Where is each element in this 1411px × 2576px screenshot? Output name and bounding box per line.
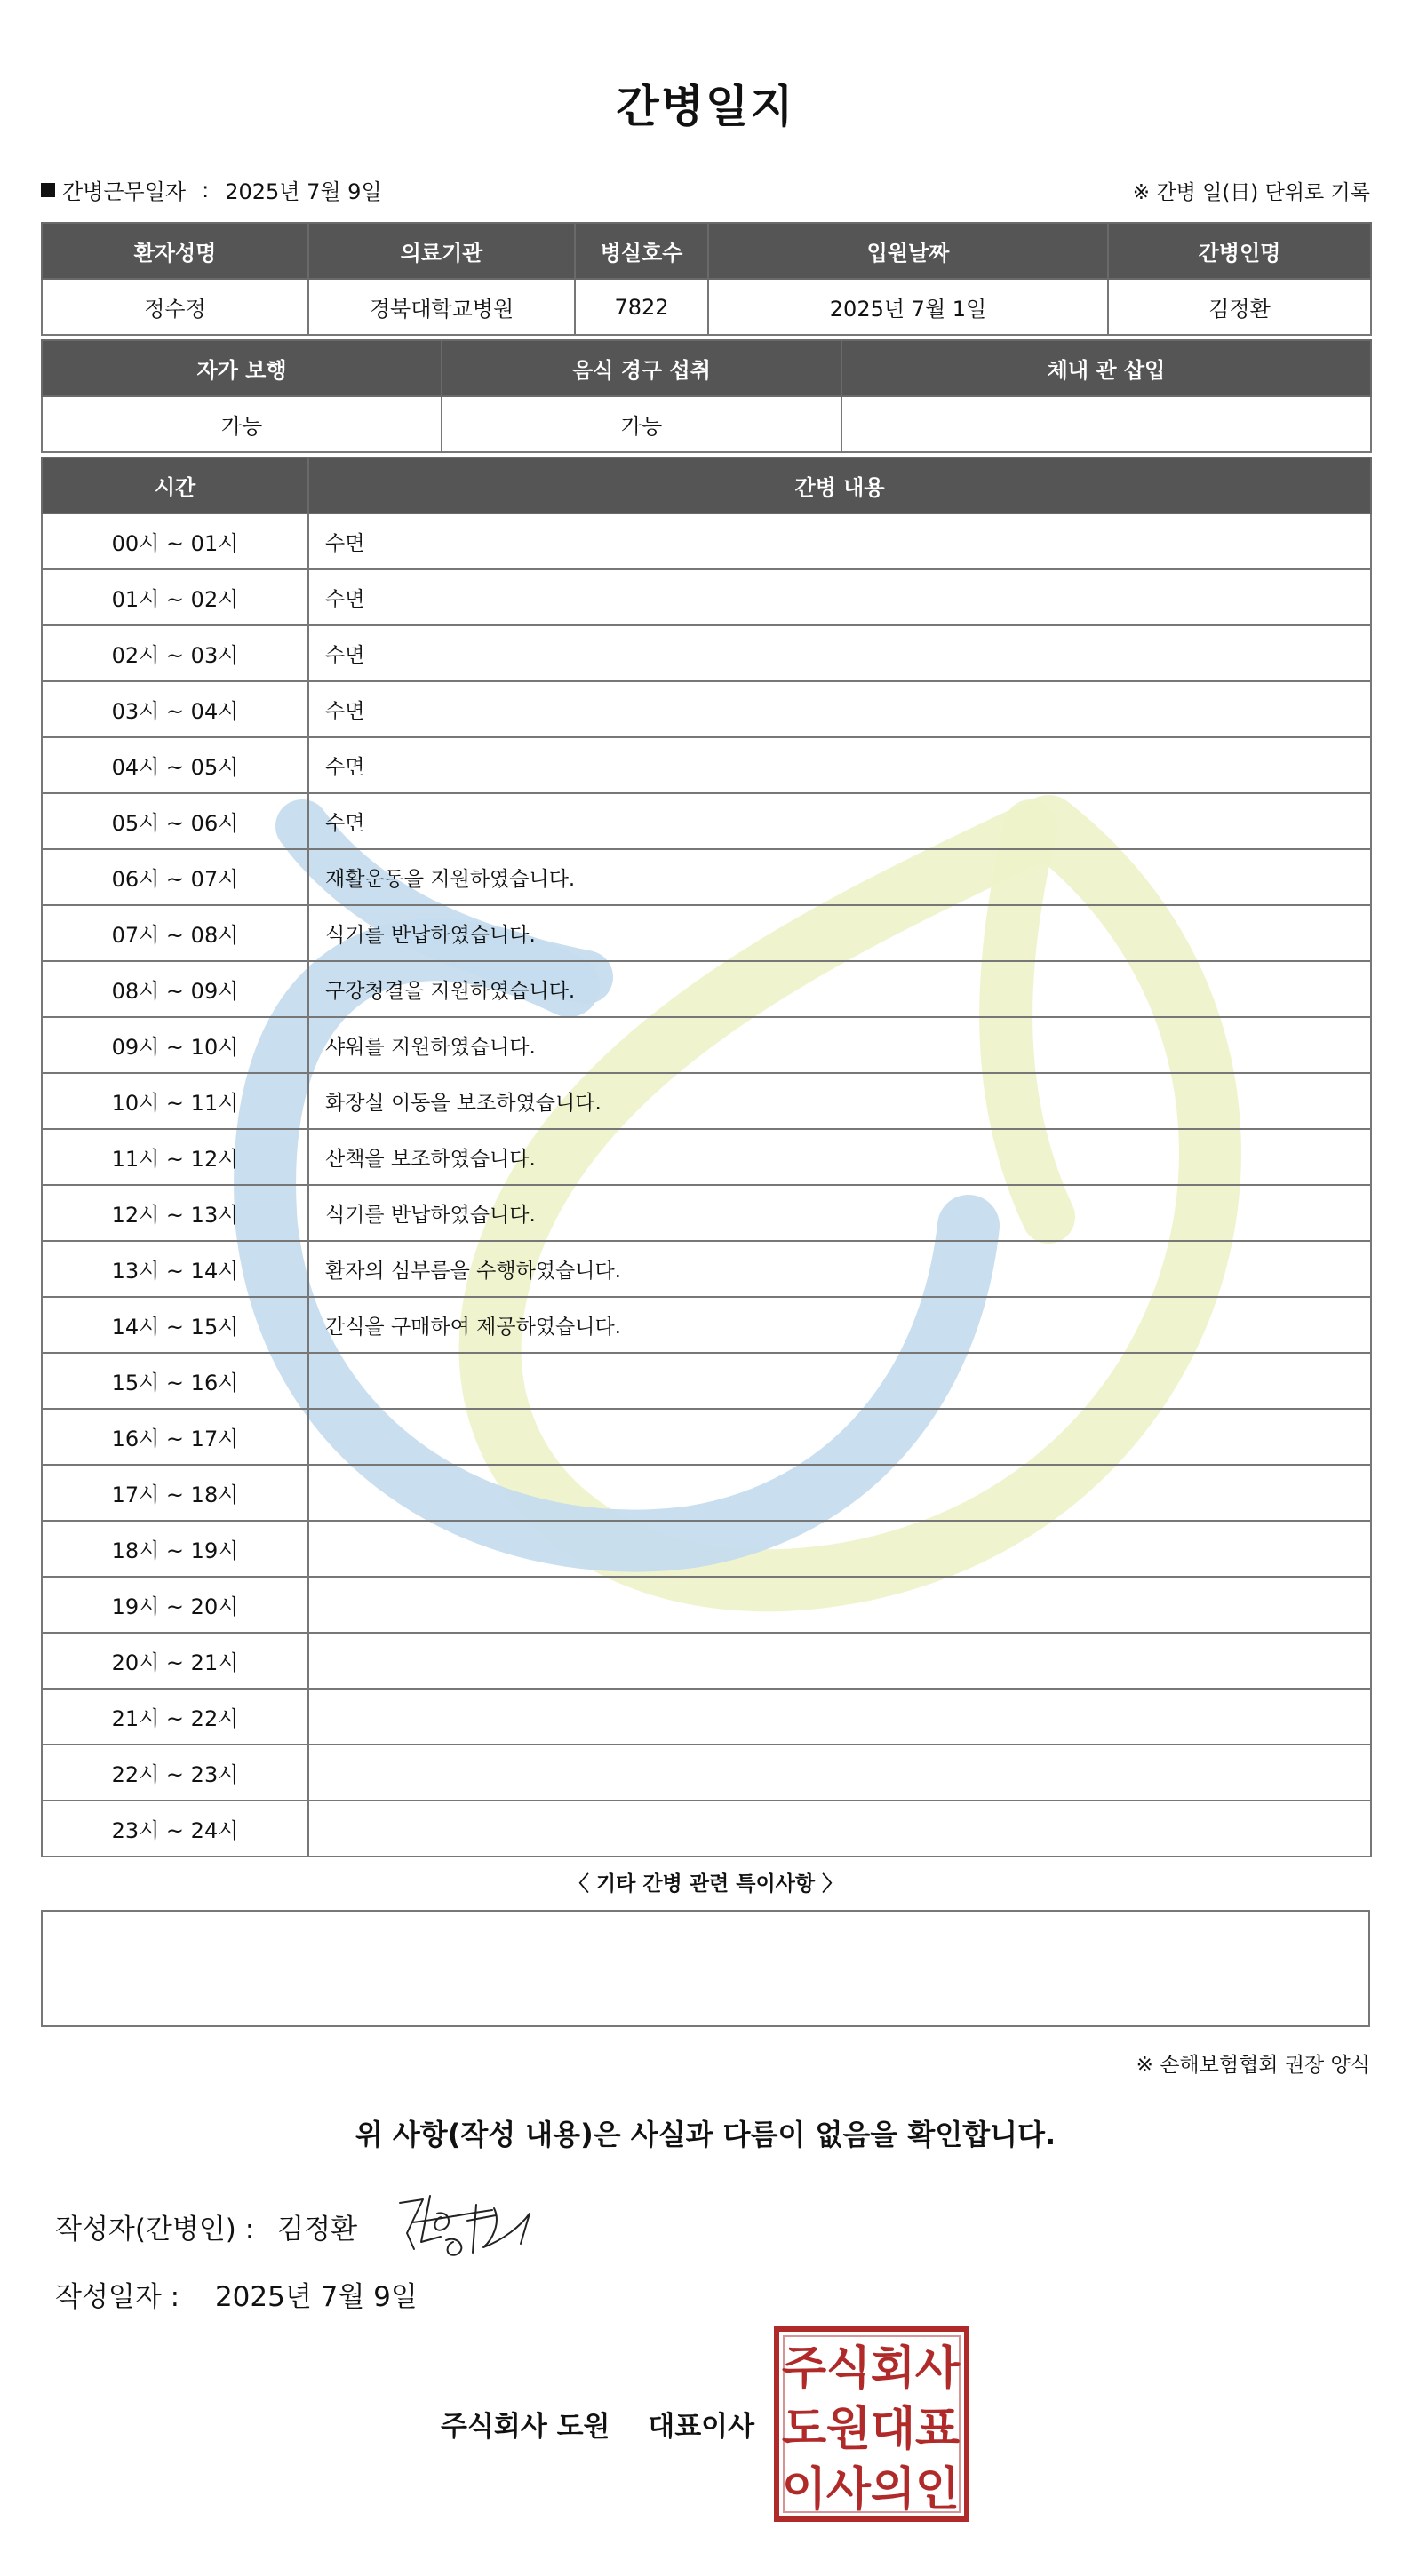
care-log-body [42,513,1371,1856]
log-row [42,569,1371,625]
record-note: ※ 간병 일(日) 단위로 기록 [1132,181,1370,204]
header-tube-insertion: 체내 관 삽입 [841,340,1371,396]
ceo-title: 대표이사 [648,2411,755,2443]
log-content: 구강청결을 지원하였습니다. [308,961,1371,1017]
header-care-content: 간병 내용 [308,457,1371,513]
log-row [42,1689,1371,1745]
log-content: 산책을 보조하였습니다. [308,1129,1371,1185]
log-content [308,1633,1371,1689]
log-content [308,1745,1371,1801]
log-time: 02시 ~ 03시 [42,625,308,681]
log-time: 18시 ~ 19시 [42,1521,308,1577]
log-row [42,793,1371,849]
writer-line [55,2206,357,2246]
log-row [42,1297,1371,1353]
seal-glyph: 의 [870,2463,916,2516]
log-time: 05시 ~ 06시 [42,793,308,849]
remarks-title: 〈 기타 간병 관련 특이사항 〉 [568,1872,843,1896]
log-content [308,1577,1371,1633]
handwritten-signature-icon [387,2187,538,2263]
company-name: 주식회사 도원 [441,2411,610,2443]
header-hospital: 의료기관 [308,223,575,279]
company-line [441,2404,754,2444]
header-room-number: 병실호수 [575,223,708,279]
seal-glyph: 표 [914,2403,961,2456]
log-content: 화장실 이동을 보조하였습니다. [308,1073,1371,1129]
log-row [42,1129,1371,1185]
log-time: 16시 ~ 17시 [42,1409,308,1465]
log-content: 수면 [308,737,1371,793]
seal-glyph: 인 [914,2463,961,2516]
log-row [42,681,1371,737]
tube-insertion-value [841,396,1371,452]
log-content: 수면 [308,513,1371,569]
log-row [42,737,1371,793]
log-time: 03시 ~ 04시 [42,681,308,737]
seal-glyph: 원 [825,2403,872,2456]
log-row [42,1073,1371,1129]
seal-glyph: 이 [781,2463,827,2516]
log-time: 22시 ~ 23시 [42,1745,308,1801]
log-time: 01시 ~ 02시 [42,569,308,625]
log-time: 07시 ~ 08시 [42,905,308,961]
log-row [42,625,1371,681]
page-title: 간병일지 [616,81,795,132]
header-self-walking: 자가 보행 [42,340,442,396]
log-content [308,1465,1371,1521]
log-row [42,1745,1371,1801]
log-content: 수면 [308,681,1371,737]
log-time: 08시 ~ 09시 [42,961,308,1017]
log-time: 19시 ~ 20시 [42,1577,308,1633]
log-time: 11시 ~ 12시 [42,1129,308,1185]
log-content: 샤워를 지원하였습니다. [308,1017,1371,1073]
log-time: 12시 ~ 13시 [42,1185,308,1241]
seal-glyph: 도 [781,2403,827,2456]
log-content: 식기를 반납하였습니다. [308,1185,1371,1241]
seal-glyph: 주 [781,2342,827,2396]
log-row [42,1801,1371,1856]
log-row [42,961,1371,1017]
seal-glyph: 사 [914,2342,961,2396]
log-content [308,1689,1371,1745]
log-time: 00시 ~ 01시 [42,513,308,569]
header-admission-date: 입원날짜 [708,223,1108,279]
patient-status-table [41,339,1372,453]
log-time: 10시 ~ 11시 [42,1073,308,1129]
admission-date: 2025년 7월 1일 [708,279,1108,335]
confirmation-statement: 위 사항(작성 내용)은 사실과 다름이 없음을 확인합니다. [355,2118,1056,2151]
log-content: 수면 [308,569,1371,625]
log-content: 수면 [308,625,1371,681]
log-row [42,905,1371,961]
log-time: 06시 ~ 07시 [42,849,308,905]
log-time: 17시 ~ 18시 [42,1465,308,1521]
log-time: 20시 ~ 21시 [42,1633,308,1689]
log-row [42,1633,1371,1689]
care-log-table [41,457,1372,1857]
patient-info-table [41,222,1372,336]
written-date-line [55,2274,418,2314]
log-row [42,849,1371,905]
log-time: 21시 ~ 22시 [42,1689,308,1745]
oral-intake-value: 가능 [442,396,841,452]
log-row [42,1409,1371,1465]
self-walking-value: 가능 [42,396,442,452]
log-content: 재활운동을 지원하였습니다. [308,849,1371,905]
log-time: 09시 ~ 10시 [42,1017,308,1073]
log-time: 14시 ~ 15시 [42,1297,308,1353]
log-row [42,513,1371,569]
hospital-name: 경북대학교병원 [308,279,575,335]
remarks-box [41,1910,1370,2027]
log-content: 간식을 구매하여 제공하였습니다. [308,1297,1371,1353]
form-note: ※ 손해보험협회 권장 양식 [1136,2054,1370,2077]
work-date-value: 2025년 7월 9일 [225,179,382,204]
colon-separator: : [202,177,210,203]
log-content: 수면 [308,793,1371,849]
log-row [42,1465,1371,1521]
log-content: 식기를 반납하였습니다. [308,905,1371,961]
log-row [42,1521,1371,1577]
writer-name: 김정환 [277,2214,358,2246]
header-oral-intake: 음식 경구 섭취 [442,340,841,396]
header-time: 시간 [42,457,308,513]
header-patient-name: 환자성명 [42,223,308,279]
log-time: 13시 ~ 14시 [42,1241,308,1297]
patient-name: 정수정 [42,279,308,335]
work-date-label: 간병근무일자 [62,179,187,204]
seal-glyph: 대 [870,2403,916,2456]
log-time: 15시 ~ 16시 [42,1353,308,1409]
log-time: 23시 ~ 24시 [42,1801,308,1856]
log-row [42,1017,1371,1073]
header-caregiver-name: 간병인명 [1108,223,1371,279]
seal-glyph: 사 [825,2463,872,2516]
work-date [41,174,382,205]
company-seal-stamp-icon [773,2326,970,2523]
log-row [42,1185,1371,1241]
log-content [308,1521,1371,1577]
log-row [42,1353,1371,1409]
written-date-label: 작성일자 : [55,2281,180,2313]
log-row [42,1577,1371,1633]
log-content [308,1353,1371,1409]
caregiver-name: 김정환 [1108,279,1371,335]
written-date-value: 2025년 7월 9일 [214,2281,418,2313]
log-row [42,1241,1371,1297]
writer-label: 작성자(간병인) : [55,2214,255,2246]
log-content [308,1801,1371,1856]
log-content: 환자의 심부름을 수행하였습니다. [308,1241,1371,1297]
seal-glyph: 식 [825,2342,872,2396]
room-number: 7822 [575,279,708,335]
seal-glyph: 회 [870,2342,916,2396]
square-bullet-icon [41,183,55,197]
log-time: 04시 ~ 05시 [42,737,308,793]
log-content [308,1409,1371,1465]
